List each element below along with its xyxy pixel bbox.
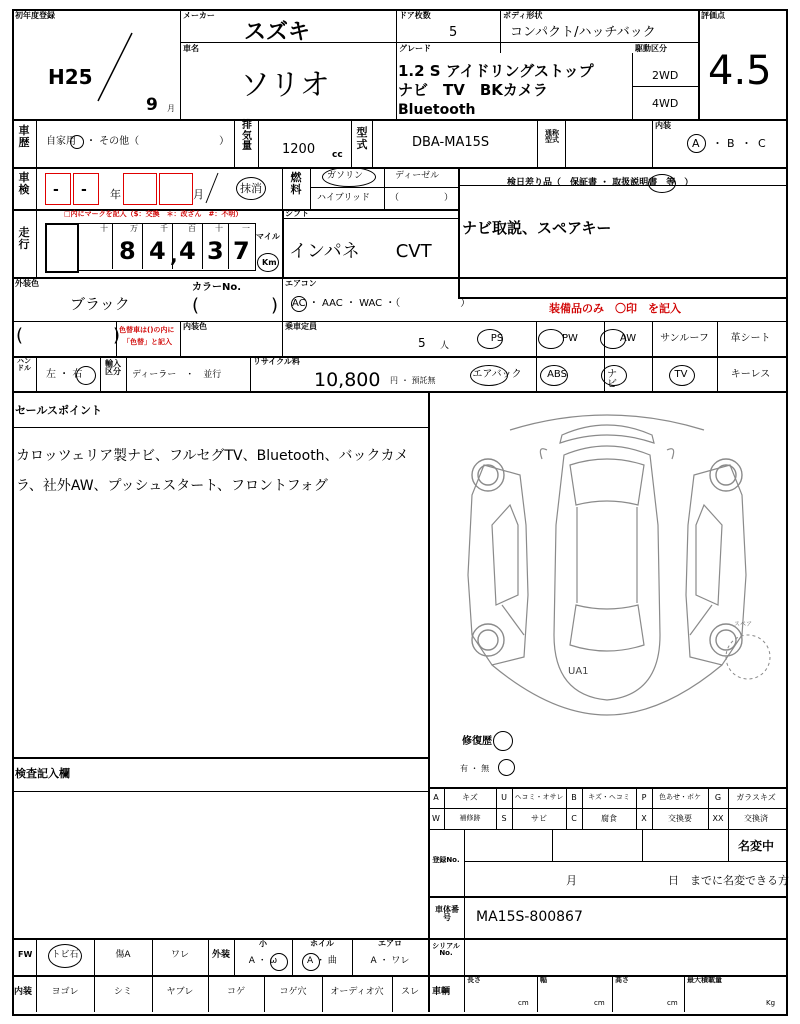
capacity-label: 乗車定員	[285, 322, 317, 331]
repair-history-label-circle	[493, 731, 513, 751]
fuel-diesel: ディーゼル	[395, 171, 440, 181]
handle-value: 左 ・ 右	[46, 369, 83, 380]
score-value: 4.5	[708, 48, 772, 94]
equip-aw: AW	[619, 333, 637, 344]
inspection-dash-1: -	[53, 182, 59, 198]
recycle-unit: 円	[390, 376, 398, 385]
capacity-unit: 人	[440, 341, 450, 351]
doors-value: 5	[449, 25, 458, 40]
car-name-label: 車名	[183, 44, 199, 53]
interior-color-label: 内装色	[183, 322, 207, 331]
color-no-label: カラーNo.	[192, 282, 242, 293]
equip-ps: PS	[490, 333, 504, 344]
mileage-separator: ,	[170, 243, 178, 267]
exterior-color-value: ブラック	[70, 295, 130, 313]
equip-abs: ABS	[547, 369, 567, 380]
fuel-other: （ ）	[390, 193, 454, 203]
interior-grade-circle	[687, 134, 706, 153]
grade-line3: Bluetooth	[398, 102, 476, 118]
diagram-mark: UA1	[568, 666, 589, 677]
color-no-value: ( )	[192, 295, 279, 316]
fuel-gasoline: ガソリン	[327, 171, 364, 181]
wheel-label: ホイル	[310, 939, 334, 948]
displacement-label: 排気量	[242, 120, 252, 152]
first-registration-year: H25	[48, 65, 93, 89]
registration-deadline: 日 までに名変できる方	[668, 874, 789, 887]
mileage-digit-4: 3	[207, 237, 224, 265]
small-opts: A ・ ω	[248, 956, 278, 966]
car-name-value: ソリオ	[240, 68, 330, 103]
drive-4wd: 4WD	[652, 97, 679, 110]
inspection-none-circle	[236, 177, 266, 200]
score-label: 評価点	[701, 11, 725, 20]
model-label: 型式	[356, 126, 368, 151]
fw-item-1: トビ石	[51, 950, 79, 960]
doors-label: ドア枚数	[399, 11, 431, 20]
spare-label: スペア	[734, 621, 753, 628]
aero-label: エアロ	[378, 939, 402, 948]
month-unit: 月	[167, 104, 175, 113]
exterior-color-label: 外装色	[15, 279, 39, 288]
accessories-circle	[648, 174, 676, 193]
grade-line1: 1.2 S アイドリングストップ	[398, 62, 594, 80]
drive-label: 駆動区分	[635, 44, 667, 53]
aircon-label: エアコン	[285, 279, 317, 288]
recycle-deposit: ・ 預託無	[401, 376, 436, 385]
first-registration-month: 9	[146, 95, 158, 115]
name-change: 名変中	[738, 839, 775, 853]
registration-month: 月	[566, 874, 577, 887]
grade-label: グレード	[399, 44, 431, 53]
exterior-label: 外装	[211, 950, 230, 960]
inspection-year-unit: 年	[110, 188, 121, 201]
repair-history-label: 修復歴	[462, 736, 492, 747]
serial-label: シリアルNo.	[432, 942, 460, 958]
inspection-dash-2: -	[81, 182, 87, 198]
dim-length: 長さ	[467, 976, 481, 984]
equip-keyless: キーレス	[730, 369, 771, 380]
color-change-value: ( )	[16, 325, 121, 346]
drive-2wd: 2WD	[652, 69, 679, 82]
capacity-value: 5	[418, 336, 426, 350]
shift-label: シフト	[285, 209, 309, 218]
mileage-digit-3: 4	[179, 237, 196, 265]
mileage-label: 走行	[18, 226, 30, 251]
equip-airbag: エアバック	[472, 369, 522, 380]
body-type-value: コンパクト/ハッチバック	[510, 25, 656, 40]
handle-circle	[76, 366, 96, 385]
history-label: 車歴	[18, 124, 30, 149]
dim-width: 幅	[540, 976, 547, 984]
equip-navi: ナビ	[607, 369, 617, 390]
fw-label: FW	[18, 950, 33, 959]
equip-tv: TV	[674, 369, 688, 380]
dim-load: 最大積載量	[687, 976, 722, 984]
displacement-unit: cc	[332, 150, 343, 160]
first-registration-label: 初年度登録	[15, 11, 55, 20]
history-circle	[70, 135, 84, 149]
mileage-digit-1: 8	[119, 237, 136, 265]
aircon-value: AC ・ AAC ・ WAC ・（ ）	[292, 298, 471, 309]
shift-value: インパネ CVT	[289, 241, 432, 262]
aero-opts: A ・ ワレ	[370, 956, 410, 966]
inspection-none: 抹消	[240, 182, 262, 195]
interior-label: 内装	[14, 987, 33, 997]
car-condition-diagram	[432, 395, 782, 735]
interior-grade-c: C	[758, 137, 766, 150]
equip-sunroof: サンルーフ	[660, 333, 709, 344]
mileage-digit-2: 4	[149, 237, 166, 265]
fuel-gasoline-circle	[322, 167, 376, 187]
accessories-items: ナビ取説、スペアキー	[462, 219, 612, 237]
wheel-opts: A ・ 曲	[307, 956, 337, 966]
inspection-label: 車検	[18, 171, 30, 196]
history-value: 自家用 ・ その他（ ）	[46, 136, 230, 147]
fw-item-2: 傷A	[115, 950, 131, 960]
grade-line2: ナビ TV BKカメラ	[398, 81, 548, 99]
color-change-note2: 「色替」と記入	[123, 338, 172, 346]
color-change-note1: 色替車は()の内に	[119, 326, 175, 334]
sales-points-label: セールスポイント	[15, 404, 103, 417]
mileage-km: Km	[262, 258, 277, 267]
registration-slash	[92, 31, 136, 103]
fuel-hybrid: ハイブリッド	[317, 193, 371, 203]
dim-height: 高さ	[615, 976, 629, 984]
aircon-circle	[291, 296, 307, 312]
interior-grade-a: A	[692, 137, 700, 150]
equip-pw: PW	[562, 333, 578, 344]
registration-label: 登録No.	[432, 856, 460, 864]
mileage-mile: マイル	[256, 232, 280, 241]
interior-grade-label: 内装	[655, 121, 671, 130]
import-value: ディーラー ・ 並行	[132, 370, 222, 380]
repair-history-value: 有 ・ 無	[460, 764, 490, 773]
maker-label: メーカー	[183, 11, 215, 20]
chassis-value: MA15S-800867	[476, 909, 583, 925]
small-label: 小	[259, 939, 267, 948]
mileage-km-circle	[257, 253, 279, 272]
interior-grade-b: B	[727, 137, 735, 150]
sales-points-text: カロッツェリア製ナビ、フルセグTV、Bluetooth、バックカメラ、社外AW、プッシュスタート、フロントフォグ	[16, 448, 409, 494]
equipment-title: 装備品のみ 〇印 を記入	[549, 302, 681, 315]
displacement-value: 1200	[282, 142, 316, 157]
inspection-month-unit: 月	[193, 188, 204, 201]
mileage-note: □内にマークを記入（$：交換 ＊：改ざん #：不明）	[64, 210, 243, 218]
mileage-digit-5: 7	[233, 237, 250, 265]
body-type-label: ボディ形状	[503, 11, 543, 20]
auction-sheet: 初年度登録 H25 9 月 メーカー スズキ ドア枚数 5 ボディ形状 コンパクト/ハッチバック 評価点 4.5 車名 ソリオ グレード 1.2 S アイドリングストップ ナビ TV BKカメラ Bluetooth 駆動区分 2WD 4WD 車歴 自家用 ・ その他（ ） 排気量 1200 cc 型式 DBA-MA15S 通称型式 内装 A ・ B ・ C 車検 - - 年 月 抹消 燃料 ガソリン ディーゼル ハイブリッド （ ） 検日差り品（ 保証書 ・ 取扱説明書 等 ） ナビ取説、スペアキー 走行 □内にマークを記入（$：交換 ＊：改ざん #：不明） 十 万 千 百 十 一 8 4 , 4 3 7 マイル Km シフト インパネ CVT 外装色 ブラック カラーNo. ( ) エアコン AC ・ AAC ・ WAC ・（ ） 装備品のみ 〇印 を記入 ( ) 色替車は()の内に 「色替」と記入 内装色 乗車定員 5 人 PS PW AW サンルーフ 革シート エアバック ABS ナビ TV キーレス ハンドル 左 ・ 右 輸入区分 ディーラー ・ 並行 リサイクル料 10,800 円 ・ 預託無 セールスポイント カロッツェリア製ナビ、フルセグTV、Bluetooth、バックカメラ、社外AW、プッシュスタート、フロントフォグ 検査記入欄 UA1 スペア 修復歴 有 ・ 無 A キズ U ヘコミ・オサレ B キズ・ヘコミ P 色あせ・ボケ G ガラスキズ W 補修跡 S サビ C 腐食 X 交換要 XX 交換済 登録No. 名変中 月 日 までに名変できる方 車体番号 MA15S-800867 FW トビ石 傷A ワレ 外装 小 A ・ ω ホイル A ・ 曲 エアロ A ・ ワレ シリアルNo. 内装 ヨゴレ シミ ヤブレ コゲ コゲ穴 オーディオ穴 スレ 車輌 長さ cm 幅 cm 高さ cm 最大積載量 Kg	[12, 9, 786, 1014]
equip-leather: 革シート	[730, 333, 771, 344]
repair-history-circle	[498, 759, 515, 776]
import-label: 輸入区分	[105, 359, 121, 377]
inspection-notes-label: 検査記入欄	[15, 767, 70, 780]
common-model-label: 通称型式	[545, 129, 559, 145]
recycle-label: リサイクル料	[253, 357, 300, 366]
fuel-label: 燃料	[290, 171, 302, 196]
model-value: DBA-MA15S	[412, 135, 490, 150]
handle-label: ハンドル	[17, 357, 31, 373]
recycle-value: 10,800	[314, 369, 381, 391]
maker-value: スズキ	[244, 20, 311, 45]
dimensions-label: 車輌	[432, 987, 451, 997]
fw-item-3: ワレ	[170, 950, 189, 960]
fw-item-1-circle	[48, 944, 82, 968]
accessories-title: 検日差り品（ 保証書 ・ 取扱説明書 等 ）	[507, 178, 694, 188]
chassis-label: 車体番号	[435, 905, 459, 923]
